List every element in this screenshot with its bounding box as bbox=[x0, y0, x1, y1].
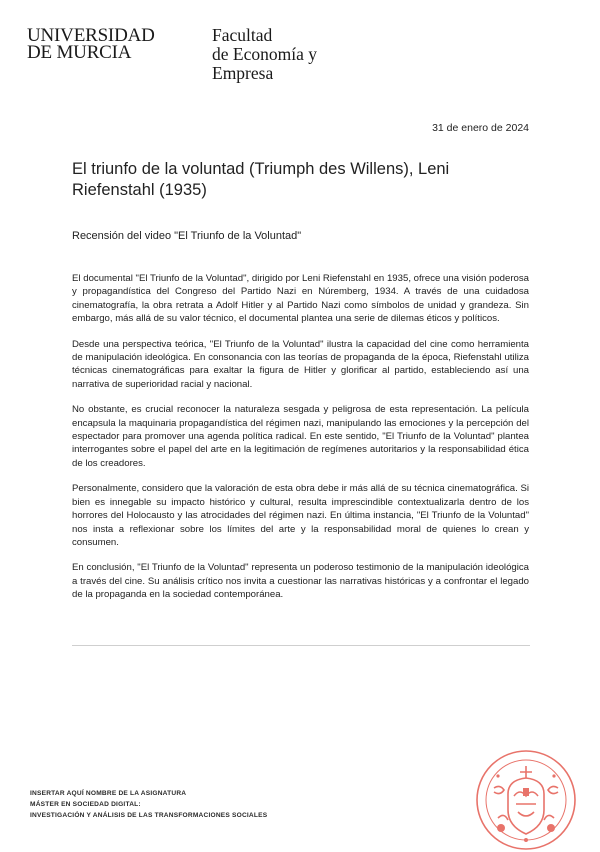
university-logo-line: DE MURCIA bbox=[27, 42, 132, 63]
footer-line: MÁSTER EN SOCIEDAD DIGITAL: bbox=[30, 801, 141, 808]
university-seal-icon bbox=[474, 748, 578, 852]
body-paragraph: Personalmente, considero que la valoración de esta obra debe ir más allá de su técnica cinematográfica. Si bien es innegable su impacto histórico y cultural, resulta imprescindible contextualizarla dentro de los horrores del Holocausto y las atrocidades del régimen nazi. En última instancia, "El Triunfo de la Voluntad" nos insta a reflexionar sobre los límites del arte y la responsabilidad moral de quienes lo crean y consumen. bbox=[72, 483, 529, 548]
body-paragraph: En conclusión, "El Triunfo de la Voluntad" representa un poderoso testimonio de la manipulación ideológica a través del cine. Su análisis crítico nos invita a cuestionar las narrativas históricas y a confrontar el legado de la propaganda en la sociedad contemporánea. bbox=[72, 562, 529, 601]
university-logo bbox=[27, 27, 155, 61]
document-subtitle: Recensión del video "El Triunfo de la Voluntad" bbox=[72, 230, 302, 242]
body-paragraph: Desde una perspectiva teórica, "El Triunfo de la Voluntad" ilustra la capacidad del cine como herramienta de manipulación ideológica. En consonancia con las teorías de propaganda de la época, Riefenstahl utiliza técnicas cinematográficas para exaltar la figura de Hitler y glorificar al partido, estableciendo así una narrativa de superioridad racial y nacional. bbox=[72, 338, 529, 390]
body-paragraph: No obstante, es crucial reconocer la naturaleza sesgada y peligrosa de esta representación. La película encapsula la maquinaria propagandística del régimen nazi, manipulando las emociones y la percepción del espectador para promover una agenda política radical. En este sentido, "El Triunfo de la Voluntad" plantea interrogantes sobre el papel del arte en la legitimación de regímenes autoritarios y la responsabilidad ética de los creadores. bbox=[72, 404, 529, 469]
faculty-logo-line: Facultad bbox=[212, 25, 273, 45]
university-logo-line: UNIVERSIDAD bbox=[27, 25, 155, 46]
divider bbox=[72, 645, 530, 646]
footer-line: INVESTIGACIÓN Y ANÁLISIS DE LAS TRANSFORMACIONES SOCIALES bbox=[30, 812, 268, 819]
footer-line: INSERTAR AQUÍ NOMBRE DE LA ASIGNATURA bbox=[30, 790, 187, 797]
document-date: 31 de enero de 2024 bbox=[432, 122, 529, 134]
faculty-logo-line: Empresa bbox=[212, 63, 274, 83]
faculty-logo-line: de Economía y bbox=[212, 44, 317, 64]
footer-text bbox=[30, 788, 267, 821]
document-title: El triunfo de la voluntad (Triumph des Willens), Leni Riefenstahl (1935) bbox=[72, 160, 450, 199]
document-body bbox=[72, 272, 529, 614]
faculty-logo bbox=[212, 26, 317, 83]
body-paragraph: El documental "El Triunfo de la Voluntad", dirigido por Leni Riefenstahl en 1935, ofrece una visión poderosa y propagandística del Congreso del Partido Nazi en Núremberg, 1934. A través de una cuidadosa cinematografía, la obra retrata a Adolf Hitler y al Partido Nazi como símbolos de unidad y grandeza. Sin embargo, más allá de su valor técnico, el documental plantea una serie de dilemas éticos y políticos. bbox=[72, 273, 529, 325]
